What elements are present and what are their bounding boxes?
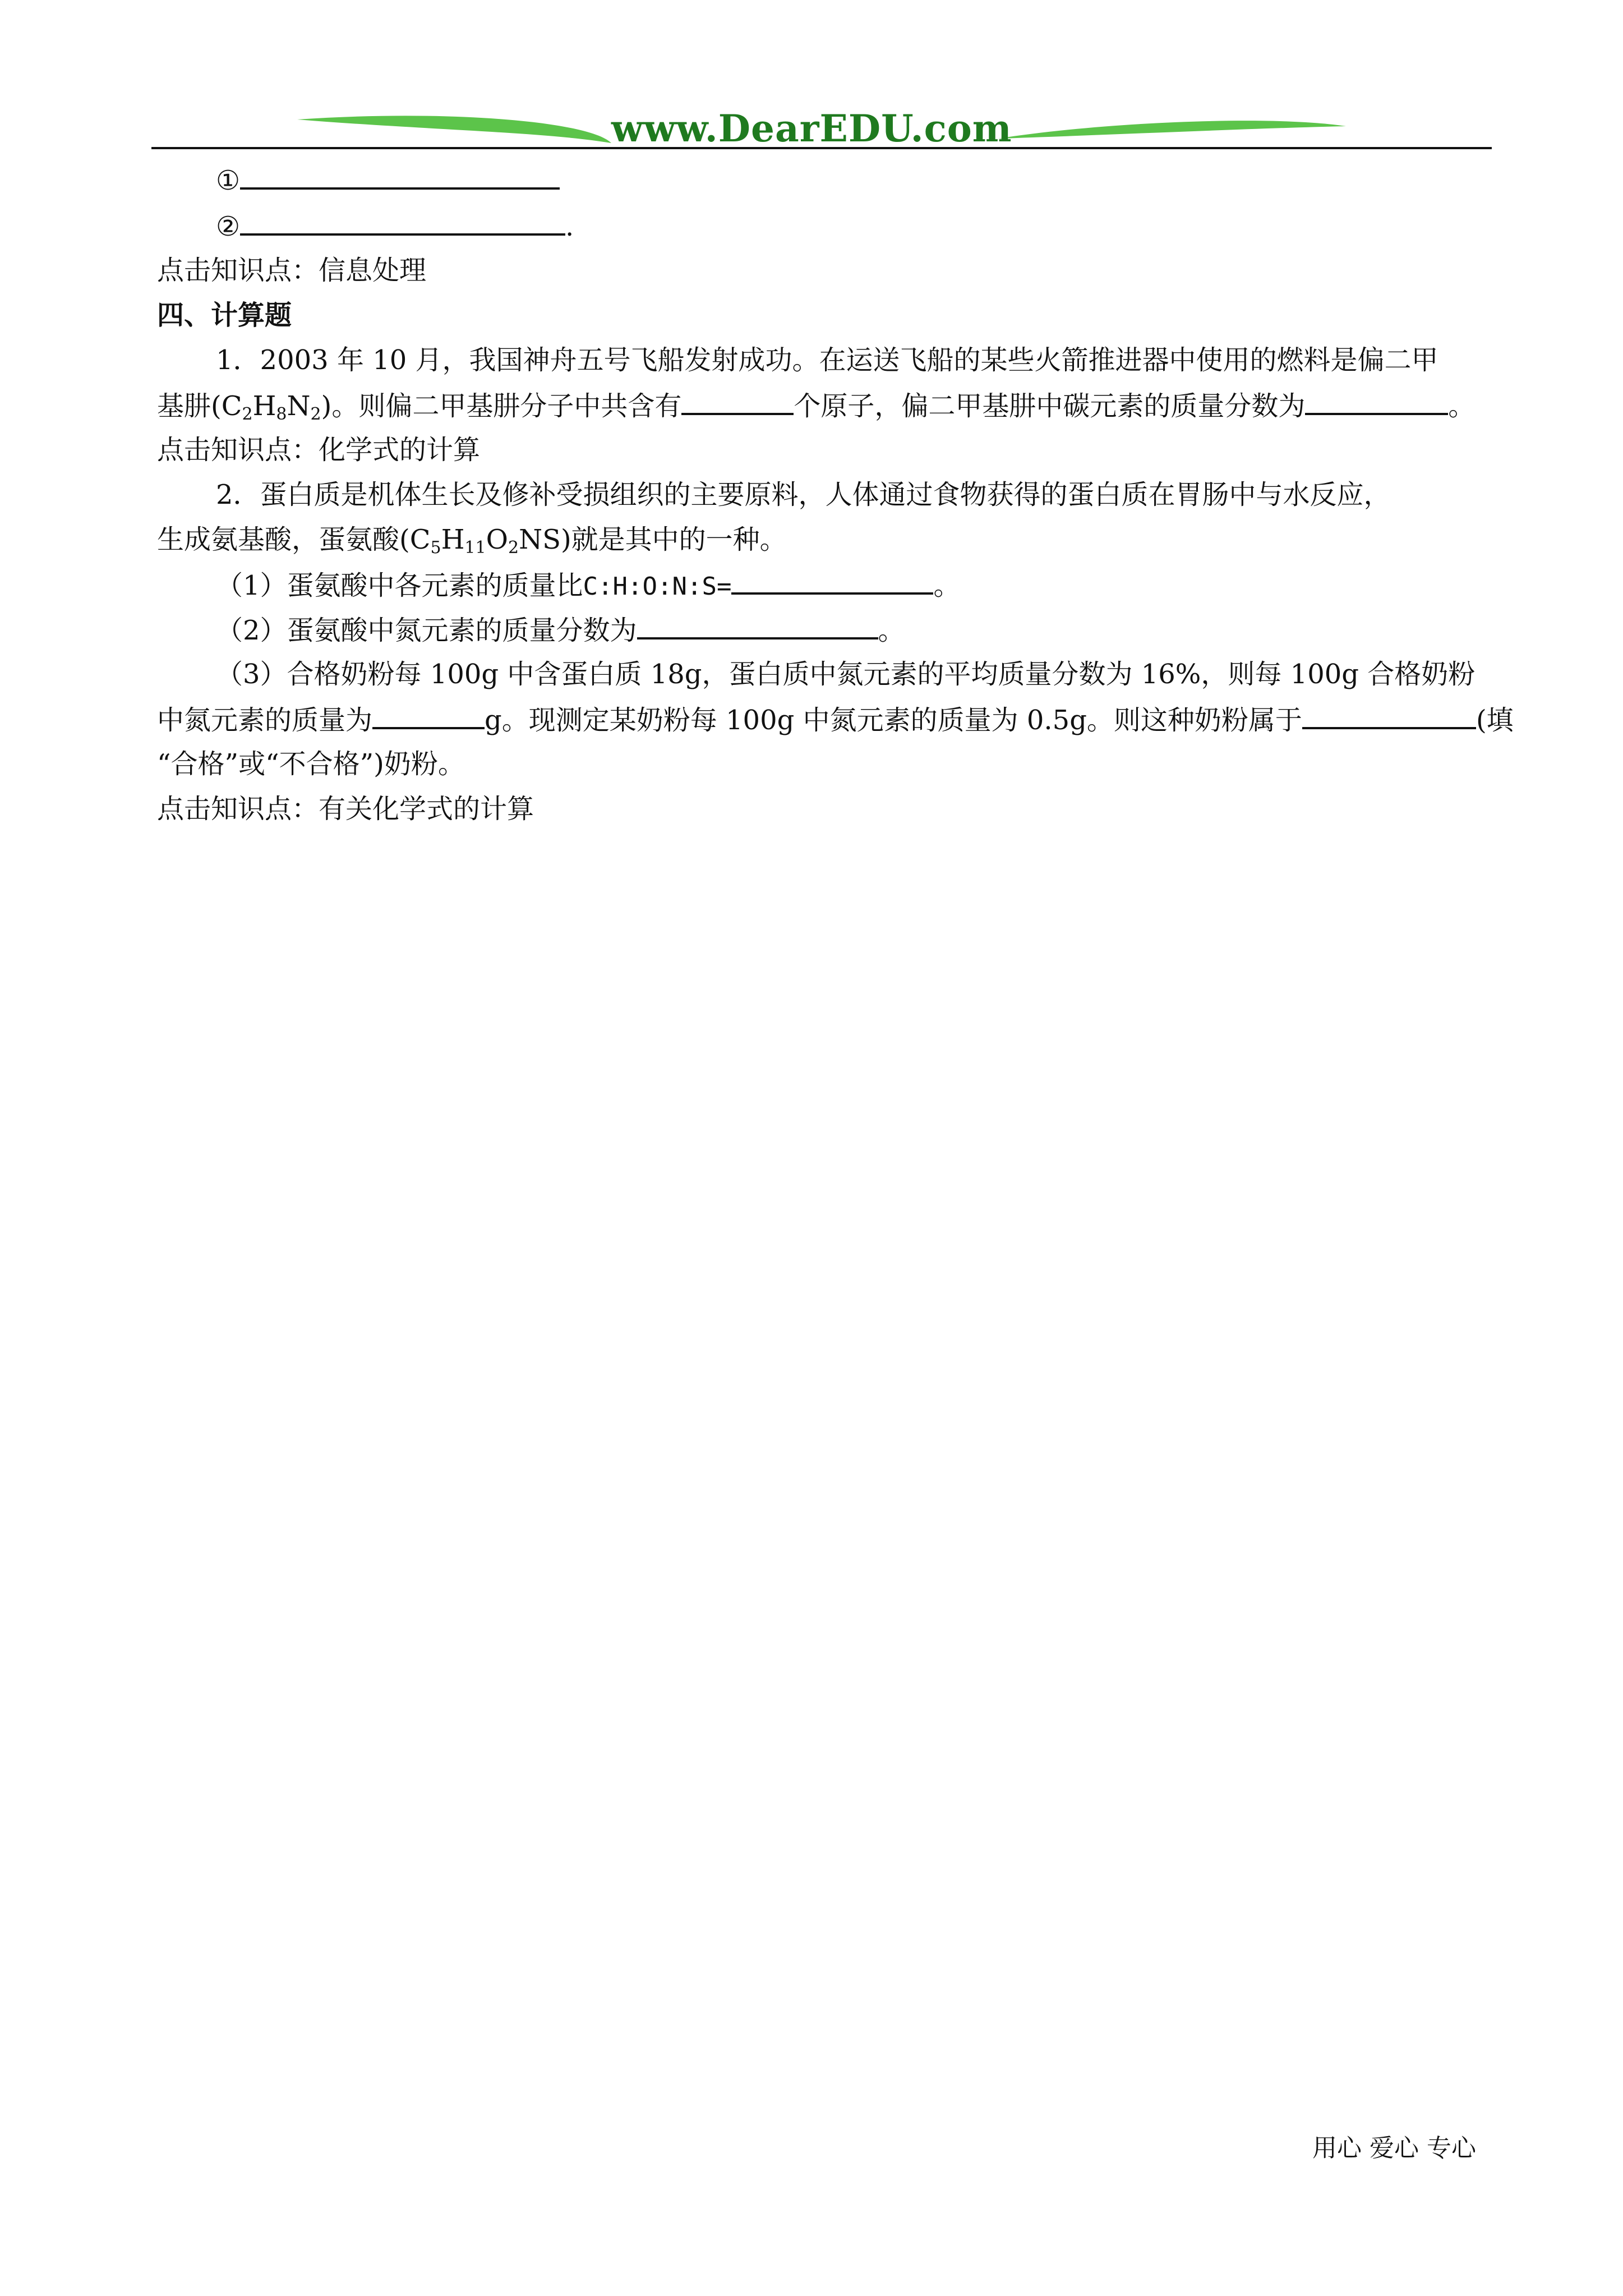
q2-part2: （2）蛋氨酸中氮元素的质量分数为 。: [216, 613, 905, 647]
answer-blank[interactable]: [240, 209, 565, 236]
answer-blank[interactable]: [240, 163, 560, 190]
knowledge-link-formula-calc[interactable]: 点击知识点：有关化学式的计算: [157, 793, 534, 825]
answer-item-1: [216, 163, 560, 197]
q2-nitrogen-mass-blank[interactable]: [372, 702, 485, 729]
q2-qualified-blank[interactable]: [1302, 702, 1476, 729]
q2-nitrogen-fraction-blank[interactable]: [637, 613, 878, 639]
q1-line2: 基肼$(C_2H_8N_2)$。则偏二甲基肼分子中共含有 个原子，偏二甲基肼中碳元素的质量分数为 。: [157, 388, 1475, 431]
q2-part3-line1: （3）合格奶粉每 100g 中含蛋白质 18g，蛋白质中氮元素的平均质量分数为 16%，则每 100g 合格奶粉: [216, 659, 1476, 690]
answer-item-2: ② .: [216, 209, 574, 243]
q1-atom-count-blank[interactable]: [681, 388, 794, 415]
knowledge-link-info[interactable]: 点击知识点：信息处理: [157, 255, 427, 286]
q2-part3-line3: “合格”或“不合格”)奶粉。: [157, 748, 465, 780]
header-rule: [151, 147, 1492, 149]
q1-carbon-fraction-blank[interactable]: [1305, 388, 1448, 415]
q2-mass-ratio-blank[interactable]: [731, 568, 933, 595]
section-title: 四、计算题: [157, 300, 292, 331]
q1-line1: 1．2003 年 10 月，我国神舟五号飞船发射成功。在运送飞船的某些火箭推进器中使用的燃料是偏二甲: [216, 344, 1438, 376]
q2-part1: （1）蛋氨酸中各元素的质量比C:H:O:N:S= 。: [216, 568, 960, 604]
q2-part3-line2: 中氮元素的质量为 g。现测定某奶粉每 100g 中氮元素的质量为 0.5g。则这种奶粉属于 (填: [157, 702, 1514, 737]
item-marker: ②: [216, 211, 241, 242]
page-footer: 用心 爱心 专心: [1312, 2134, 1476, 2162]
knowledge-link-formula[interactable]: 点击知识点：化学式的计算: [157, 434, 481, 466]
q2-line1: 2．蛋白质是机体生长及修补受损组织的主要原料，人体通过食物获得的蛋白质在胃肠中与水反应，: [216, 479, 1391, 510]
q2-line2: 生成氨基酸，蛋氨酸$(C_5H_{11}O_2NS)$就是其中的一种。: [157, 524, 787, 558]
site-logo[interactable]: www.DearEDU.com: [611, 107, 1012, 150]
item-marker: ①: [216, 165, 241, 196]
